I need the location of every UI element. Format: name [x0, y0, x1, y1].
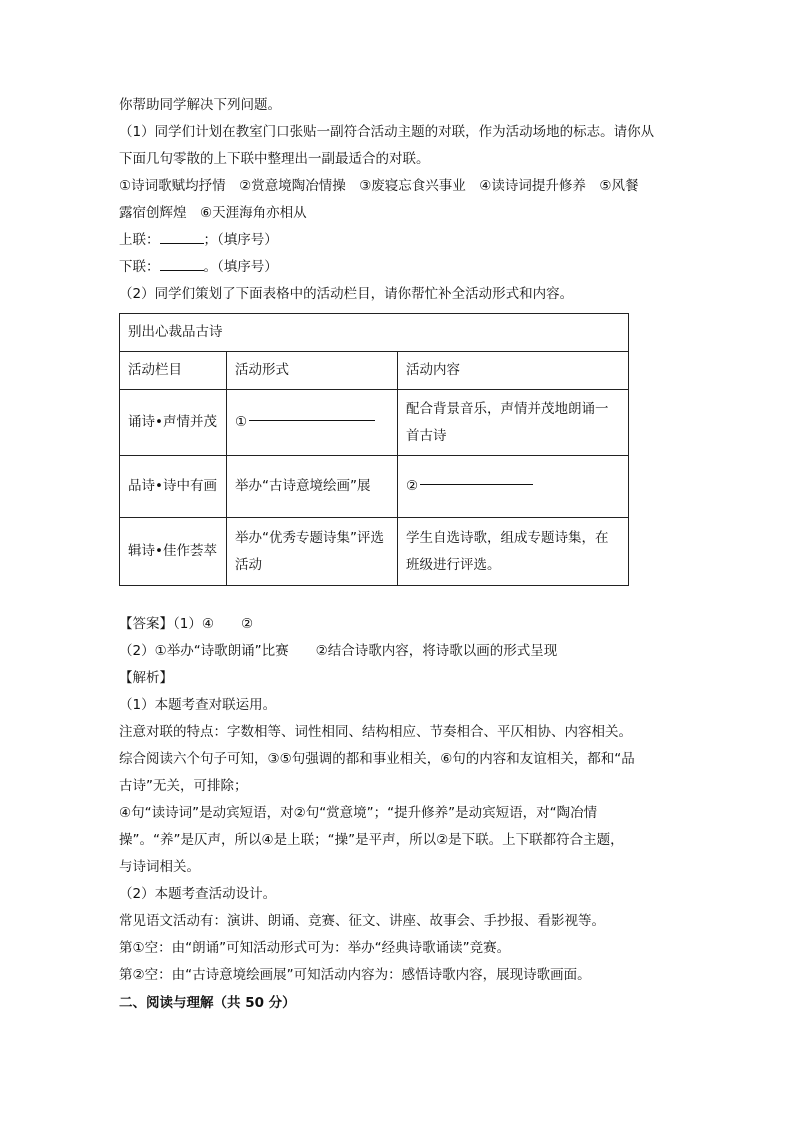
table-cell-column: 辑诗•佳作荟萃: [120, 518, 227, 586]
table-cell-column: 品诗•诗中有画: [120, 456, 227, 518]
table-cell-form: [227, 390, 398, 456]
table-header-form: 活动形式: [227, 352, 398, 390]
table-title: 别出心裁品古诗: [120, 314, 629, 352]
upper-couplet-hint: ；（填序号）: [203, 232, 278, 248]
table-cell-column: 诵诗•声情并茂: [120, 390, 227, 456]
analysis-heading: 【解析】: [119, 670, 173, 686]
lower-couplet-hint: 。（填序号）: [203, 259, 278, 275]
table-cell-form: 举办“古诗意境绘画”展: [227, 456, 398, 518]
blank-2-marker: ②: [406, 478, 419, 494]
blank-2-line[interactable]: [420, 484, 533, 485]
lower-couplet-line: [119, 257, 679, 277]
intro-line: 你帮助同学解决下列问题。: [119, 97, 281, 113]
question-1-line-2: 下面几句零散的上下联中整理出一副最适合的对联。: [119, 151, 430, 167]
analysis-line: ④句“读诗词”是动宾短语，对②句“赏意境”；“提升修养”是动宾短语，对“陶冶情: [119, 805, 598, 821]
table-header-column: 活动栏目: [120, 352, 227, 390]
options-line-1: ①诗词歌赋均抒情 ②赏意境陶冶情操 ③废寝忘食兴事业 ④读诗词提升修养 ⑤风餐: [119, 178, 639, 194]
table-row: [120, 390, 629, 456]
table-row: [120, 518, 629, 586]
activity-table: [119, 313, 629, 586]
lower-couplet-blank[interactable]: [160, 270, 204, 271]
analysis-line: （2）本题考查活动设计。: [119, 886, 277, 902]
table-cell-content: [398, 456, 629, 518]
table-cell-content: 学生自选诗歌，组成专题诗集，在班级进行评选。: [398, 518, 629, 586]
analysis-line: 综合阅读六个句子可知，③⑤句强调的都和事业相关，⑥句的内容和友谊相关，都和“品: [119, 751, 635, 767]
upper-couplet-blank[interactable]: [160, 243, 204, 244]
analysis-line: 常见语文活动有：演讲、朗诵、竞赛、征文、讲座、故事会、手抄报、看影视等。: [119, 913, 605, 929]
analysis-line: （1）本题考查对联运用。: [119, 697, 277, 713]
question-2-line: （2）同学们策划了下面表格中的活动栏目，请你帮忙补全活动形式和内容。: [119, 286, 574, 302]
analysis-line: 注意对联的特点：字数相等、词性相同、结构相应、节奏相合、平仄相协、内容相关。: [119, 724, 632, 740]
table-row: [120, 456, 629, 518]
lower-couplet-label: 下联：: [119, 259, 160, 275]
section-heading: 二、阅读与理解（共 50 分）: [119, 995, 296, 1011]
analysis-line: 与诗词相关。: [119, 859, 200, 875]
answer-line-2: （2）①举办“诗歌朗诵”比赛 ②结合诗歌内容，将诗歌以画的形式呈现: [119, 643, 558, 659]
analysis-line: 操”。“养”是仄声，所以④是上联；“操”是平声，所以②是下联。上下联都符合主题，: [119, 832, 624, 848]
table-cell-form: 举办“优秀专题诗集”评选活动: [227, 518, 398, 586]
blank-1-marker: ①: [235, 414, 248, 430]
options-line-2: 露宿创辉煌 ⑥天涯海角亦相从: [119, 205, 307, 221]
table-header-content: 活动内容: [398, 352, 629, 390]
upper-couplet-label: 上联：: [119, 232, 160, 248]
answer-line-1: 【答案】（1）④ ②: [119, 616, 254, 632]
upper-couplet-line: [119, 230, 679, 250]
question-1-line-1: （1）同学们计划在教室门口张贴一副符合活动主题的对联，作为活动场地的标志。请你从: [119, 124, 655, 140]
analysis-line: 第①空：由“朗诵”可知活动形式可为：举办“经典诗歌诵读”竞赛。: [119, 940, 511, 956]
table-cell-content: 配合背景音乐，声情并茂地朗诵一首古诗: [398, 390, 629, 456]
analysis-line: 第②空：由“古诗意境绘画展”可知活动内容为：感悟诗歌内容，展现诗歌画面。: [119, 967, 591, 983]
analysis-line: 古诗”无关，可排除；: [119, 778, 248, 794]
blank-1-line[interactable]: [249, 420, 375, 421]
